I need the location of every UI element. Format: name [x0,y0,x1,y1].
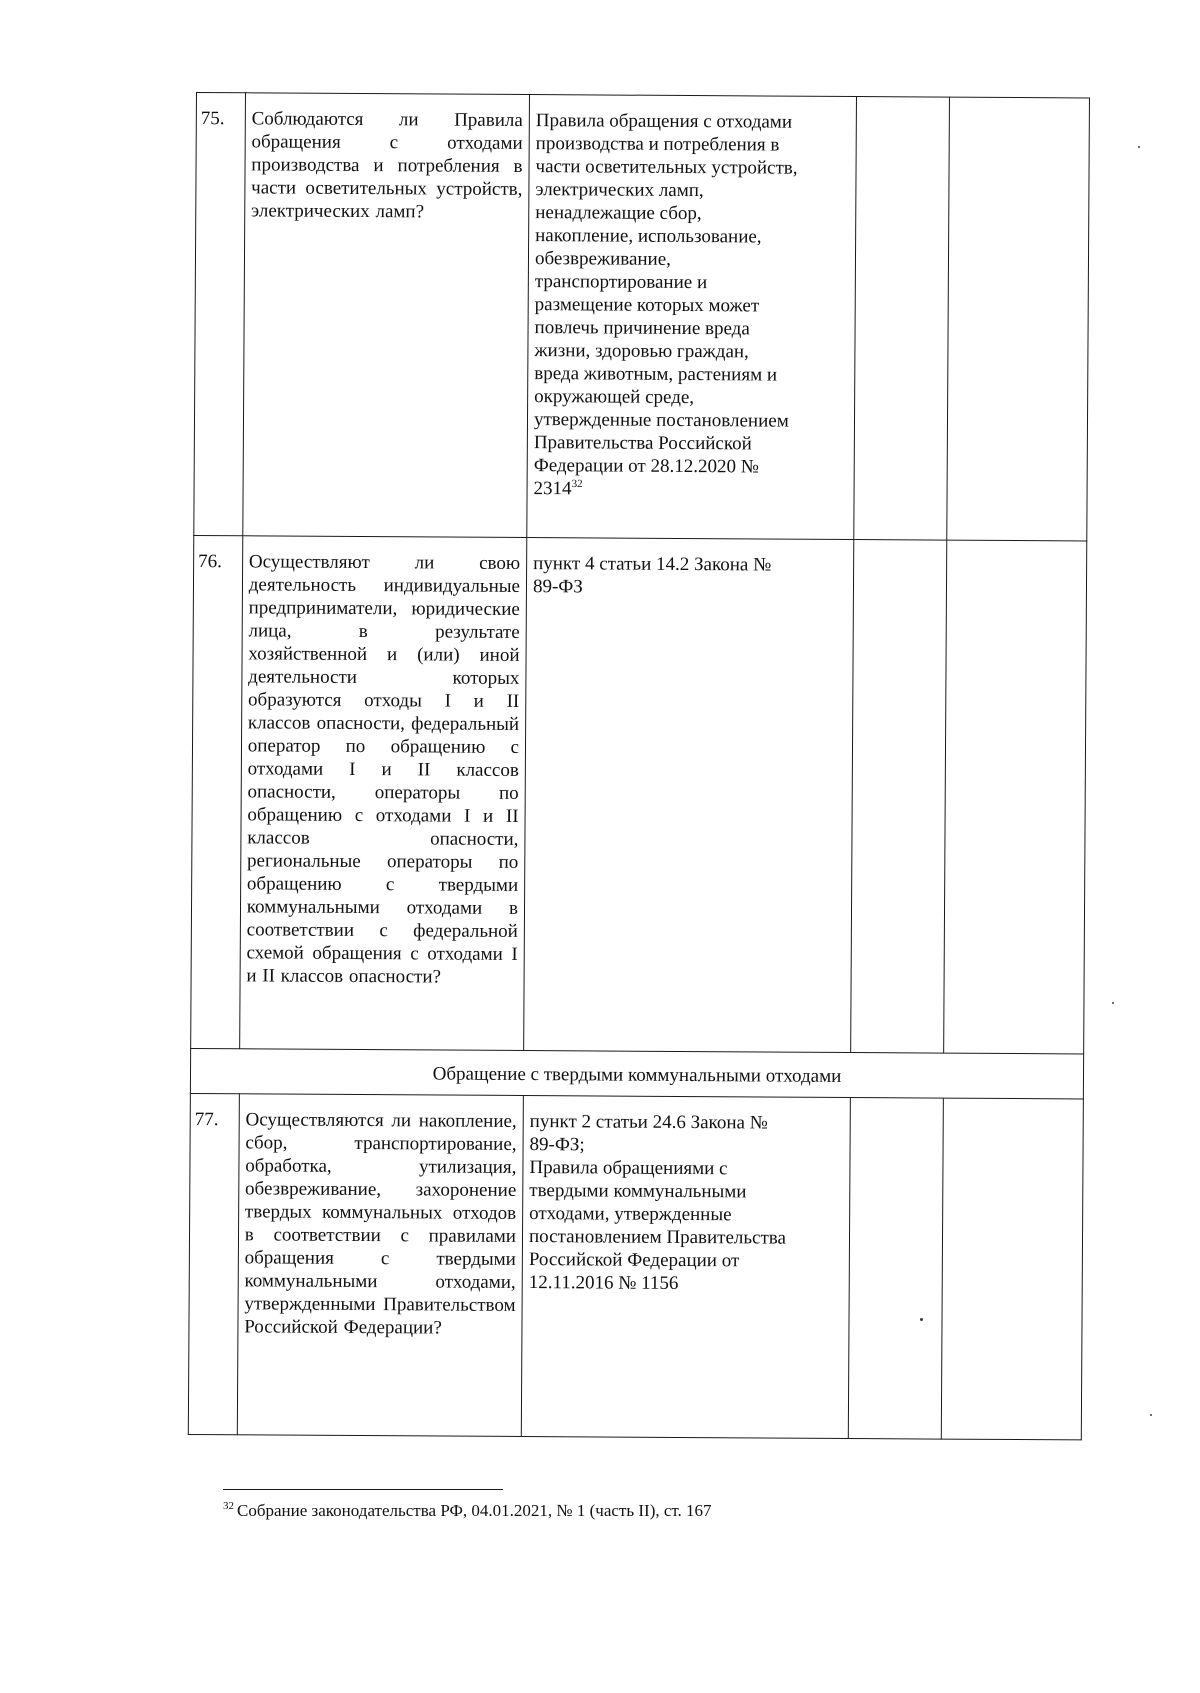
row-number: 75. [194,93,245,536]
footnote [223,1500,712,1522]
requirement-question: Осуществляют ли свою деятельность индивидуальные предприниматели, юридические лица, в результате хозяйственной и (или) иной деятельности которых образуются отходы I и II классов опасности, федеральный оператор по обращению с отходами I и II классов опасности, операторы по обращению с отходами I и II классов опасности, региональные операторы по обращению с твердыми коммунальными отходами в соответствии с федеральной схемой обращения с отходами I и II классов опасности? [239,536,526,1051]
footnote-separator [223,1489,503,1490]
legal-basis-cell [527,95,856,540]
note-cell [941,1098,1083,1440]
scan-speck [920,1318,923,1321]
checklist-table [188,92,1090,1440]
legal-basis-text: пункт 2 статьи 24.6 Закона № 89-ФЗ; Правила обращениями с твердыми коммунальными отходами, утвержденные постановлением Правительства Российской Федерации от 12.11.2016 № 1156 [521,1096,850,1439]
footnote-reference: 32 [571,477,583,491]
answer-cell [850,540,946,1054]
answer-cell [848,1098,943,1440]
answer-cell [853,97,949,541]
note-cell [947,97,1090,541]
footnote-text: Собрание законодательства РФ, 04.01.2021, № 1 (часть II), ст. 167 [237,1501,712,1520]
requirement-question: Соблюдаются ли Правила обращения с отходами производства и потребления в части осветительных устройств, электрических ламп? [243,93,530,538]
table-row [194,93,1090,541]
scan-speck [1138,146,1140,148]
legal-basis-text: пункт 4 статьи 14.2 Закона № 89-ФЗ [524,538,854,1053]
requirement-question: Осуществляются ли накопление, сбор, транспортирование, обработка, утилизация, обезвреживание, захоронение твердых коммунальных отходов в соответствии с правилами обращения с твердыми коммунальными отходами, утвержденными Правительством Российской Федерации? [237,1094,523,1437]
row-number: 76. [191,535,243,1048]
footnote-mark: 32 [223,1500,234,1513]
section-heading: Обращение с твердыми коммунальными отходами [190,1048,1083,1098]
note-cell [944,540,1087,1054]
scan-speck [1150,1414,1152,1416]
section-heading-row [190,1048,1083,1098]
table-row [188,1093,1083,1439]
table-row [191,535,1087,1053]
legal-basis-text: Правила обращения с отходами производства и потребления в части осветительных устройств, электрических ламп, ненадлежащие сбор, накопление, использование, обезвреживание, транспортирование и размещение которых может повлечь причинение вреда жизни, здоровью граждан, вреда животным, растениям и окружающей среде, утвержденные постановлением Правительства Российской Федерации от 28.12.2020 № 2314 [533,110,798,500]
scan-speck [1112,1002,1114,1004]
row-number: 77. [188,1093,239,1434]
